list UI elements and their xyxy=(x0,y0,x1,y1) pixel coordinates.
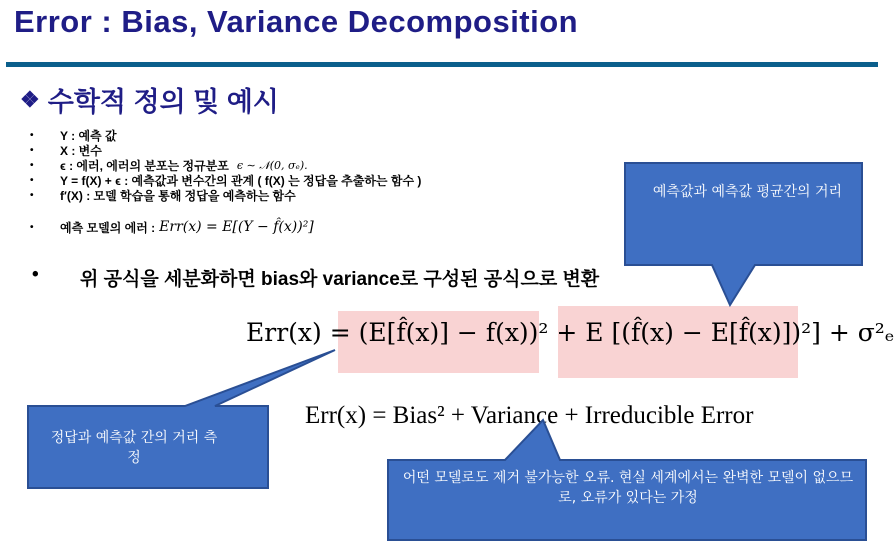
bullet-icon: • xyxy=(30,130,34,141)
definition-text: f′(X) : 모델 학습을 통해 정답을 예측하는 함수 xyxy=(60,189,296,203)
error-formula: Err(x) = E[(Y − f̂(x))²] xyxy=(159,219,314,235)
noise-term: + σ²ₑ xyxy=(828,318,895,347)
summary-equation: Err(x) = Bias² + Variance + Irreducible Error xyxy=(305,402,754,429)
slide-title: Error : Bias, Variance Decomposition xyxy=(14,4,579,39)
variance-callout-text: 예측값과 예측값 평균간의 거리 xyxy=(652,184,843,200)
bullet-icon: • xyxy=(30,190,34,201)
irreducible-callout-text: 어떤 모델로도 제거 불가능한 오류. 현실 세계에서는 완벽한 모델이 없으므로, 오류가 있다는 가정 xyxy=(402,470,854,506)
bullet-icon: • xyxy=(30,145,34,156)
section-heading-text: 수학적 정의 및 예시 xyxy=(47,87,279,117)
bias-callout-text: 정답과 예측값 간의 거리 측정 xyxy=(50,430,218,466)
bullet-icon: • xyxy=(30,175,34,186)
bias-term: (E[f̂(x)] − f(x))² xyxy=(358,318,549,347)
definition-text: Y : 예측 값 xyxy=(60,129,117,143)
diamond-bullet-icon: ❖ xyxy=(20,86,40,112)
error-definition-text: 예측 모델의 에러 : xyxy=(60,220,156,235)
bullet-icon: • xyxy=(32,264,39,285)
main-bullet-text: 위 공식을 세분화하면 bias와 variance로 구성된 공식으로 변환 xyxy=(80,269,600,290)
definition-text: X : 변수 xyxy=(60,144,102,158)
definition-text: Y = f(X) + ϵ : 예측값과 변수간의 관계 ( f(X) 는 정답을 추출하는 함수 ) xyxy=(60,174,422,188)
variance-term: [(f̂(x) − E[f̂(x)])²] xyxy=(611,318,821,347)
bullet-icon: • xyxy=(30,221,34,233)
bullet-icon: • xyxy=(30,160,34,171)
equation-lhs: Err(x) = xyxy=(246,318,351,347)
definition-text: ϵ : 에러, 에러의 분포는 정규분포 xyxy=(60,159,229,173)
normal-distribution-formula: ϵ ∼ 𝒩(0, σₑ). xyxy=(236,158,308,172)
equation-plus-e: + E xyxy=(556,318,604,347)
